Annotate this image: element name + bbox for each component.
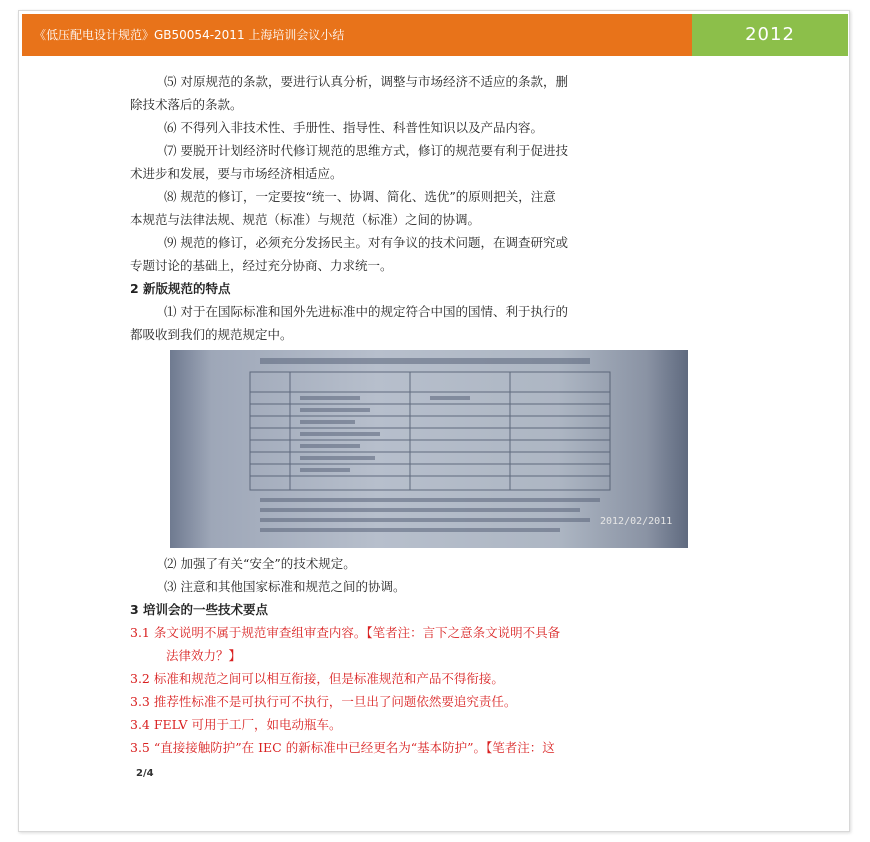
paragraph-item-6: ⑹ 不得列入非技术性、手册性、指导性、科普性知识以及产品内容。 — [164, 120, 543, 135]
section3-item-3-5: 3.5 “直接接触防护”在 IEC 的新标准中已经更名为“基本防护”。【笔者注：这 — [130, 740, 555, 755]
paragraph-item-7-line2: 术进步和发展，要与市场经济相适应。 — [130, 166, 343, 181]
paragraph-item-5-line1: ⑸ 对原规范的条款，要进行认真分析，调整与市场经济不适应的条款，删 — [164, 74, 568, 89]
standards-table-photo — [170, 350, 688, 548]
section3-item-3-2: 3.2 标准和规范之间可以相互衔接，但是标准规范和产品不得衔接。 — [130, 671, 504, 686]
paragraph-item-9-line2: 专题讨论的基础上，经过充分协商、力求统一。 — [130, 258, 393, 273]
section-heading-3: 3 培训会的一些技术要点 — [130, 602, 269, 617]
document-body — [130, 70, 742, 759]
photo-table-drawing — [170, 350, 688, 548]
section2-item3: ⑶ 注意和其他国家标准和规范之间的协调。 — [164, 579, 406, 594]
document-title: 《低压配电设计规范》GB50054-2011 上海培训会议小结 — [22, 14, 692, 56]
section3-item-3-1-line2: 法律效力？】 — [166, 648, 242, 663]
paragraph-item-5-line2: 除技术落后的条款。 — [130, 97, 243, 112]
page-number: 2/4 — [136, 768, 154, 779]
paragraph-item-8-line2: 本规范与法律法规、规范（标准）与规范（标准）之间的协调。 — [130, 212, 481, 227]
photo-date-stamp: 2012/02/2011 — [600, 516, 673, 527]
section3-item-3-4: 3.4 FELV 可用于工厂，如电动瓶车。 — [130, 717, 342, 732]
section2-item1-line1: ⑴ 对于在国际标准和国外先进标准中的规定符合中国的国情、利于执行的 — [164, 304, 568, 319]
paragraph-item-9-line1: ⑼ 规范的修订，必须充分发扬民主。对有争议的技术问题，在调查研究或 — [164, 235, 568, 250]
section-heading-2: 2 新版规范的特点 — [130, 281, 231, 296]
header-year: 2012 — [692, 14, 848, 56]
paragraph-item-8-line1: ⑻ 规范的修订，一定要按“统一、协调、简化、选优”的原则把关，注意 — [164, 189, 556, 204]
page-header — [22, 14, 848, 56]
section3-item-3-1-line1: 3.1 条文说明不属于规范审查组审查内容。【笔者注：言下之意条文说明不具备 — [130, 625, 561, 640]
section2-item1-line2: 都吸收到我们的规范规定中。 — [130, 327, 293, 342]
paragraph-item-7-line1: ⑺ 要脱开计划经济时代修订规范的思维方式，修订的规范要有利于促进技 — [164, 143, 568, 158]
section2-item2: ⑵ 加强了有关“安全”的技术规定。 — [164, 556, 356, 571]
section3-item-3-3: 3.3 推荐性标准不是可执行可不执行，一旦出了问题依然要追究责任。 — [130, 694, 517, 709]
